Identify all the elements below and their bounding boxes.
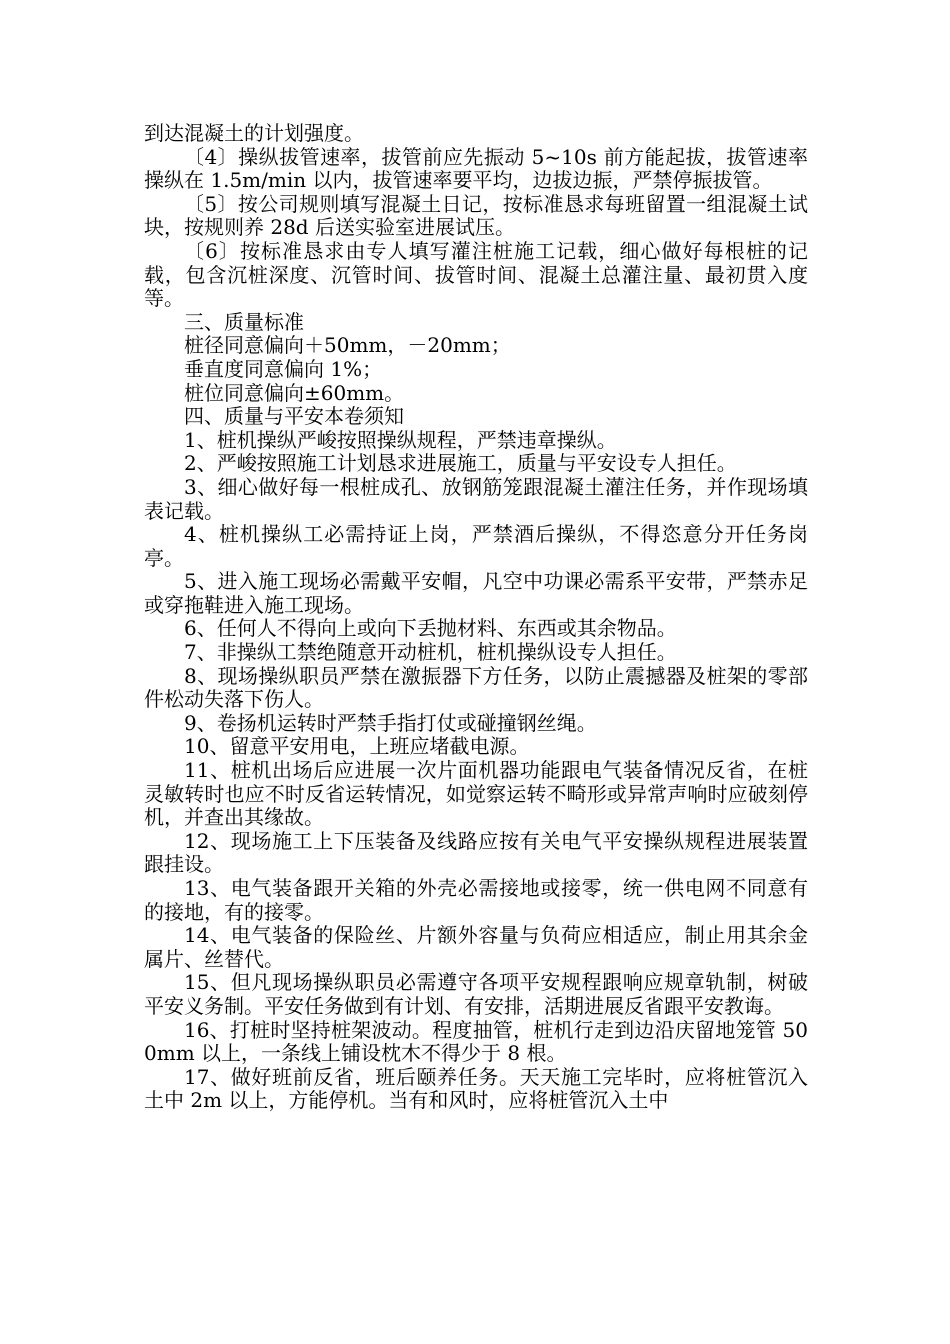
paragraph: 桩位同意偏向±60mm。 [184,380,405,405]
paragraph: 5、进入施工现场必需戴平安帽，凡空中功课必需系平安带，严禁赤足或穿拖鞋进入施工现场。 [144,569,808,617]
paragraph: 三、质量标准 [184,309,304,334]
paragraph: 11、桩机出场后应进展一次片面机器功能跟电气装备情况反省，在桩灵敏转时也应不时反省运转情况，如觉察运转不畸形或异常声响时应破刻停机，并查出其缘故。 [144,758,808,830]
paragraph: 12、现场施工上下压装备及线路应按有关电气平安操纵规程进展装置跟挂设。 [144,828,808,877]
paragraph: 3、细心做好每一根桩成孔、放钢筋笼跟混凝土灌注任务，并作现场填表记载。 [144,474,808,523]
paragraph: 桩径同意偏向＋50mm，－20mm； [184,333,511,358]
paragraph: 〔4〕操纵拔管速率，拔管前应先振动 5~10s 前方能起拔，拔管速率操纵在 1.5m/min 以内，拔管速率要平均，边拔边振，严禁停振拔管。 [144,144,808,193]
paragraph: 14、电气装备的保险丝、片额外容量与负荷应相适应，制止用其余金属片、丝替代。 [144,923,808,971]
paragraph: 4、桩机操纵工必需持证上岗，严禁酒后操纵，不得恣意分开任务岗亭。 [144,522,808,570]
paragraph: 16、打桩时坚持桩架波动。程度抽管，桩机行走到边沿庆留地笼管 500mm 以上，一条线上铺设枕木不得少于 8 根。 [144,1017,808,1066]
document-body [144,122,808,1113]
paragraph: 〔6〕按标准恳求由专人填写灌注桩施工记载，细心做好每根桩的记载，包含沉桩深度、沉管时间、拔管时间、混凝土总灌注量、最初贯入度等。 [144,238,808,311]
paragraph: 6、任何人不得向上或向下丢抛材料、东西或其余物品。 [184,616,677,641]
paragraph: 15、但凡现场操纵职员必需遵守各项平安规程跟响应规章轨制，树破平安义务制。平安任务做到有计划、有安排，活期进展反省跟平安教诲。 [144,970,808,1018]
paragraph: 2、严峻按照施工计划恳求进展施工，质量与平安设专人担任。 [184,451,737,476]
paragraph: 1、桩机操纵严峻按照操纵规程，严禁违章操纵。 [184,427,617,452]
paragraph: 四、质量与平安本卷须知 [184,404,404,429]
paragraph: 垂直度同意偏向 1%； [184,356,383,381]
paragraph: 到达混凝土的计划强度。 [144,121,364,145]
paragraph: 13、电气装备跟开关箱的外壳必需接地或接零，统一供电网不同意有的接地，有的接零。 [144,876,808,924]
paragraph: 10、留意平安用电，上班应堵截电源。 [184,734,530,759]
paragraph: 8、现场操纵职员严禁在激振器下方任务，以防止震撼器及桩架的零部件松动失落下伤人。 [144,663,808,712]
paragraph: 17、做好班前反省，班后颐养任务。天天施工完毕时，应将桩管沉入土中 2m 以上，方能停机。当有和风时，应将桩管沉入土中 [144,1064,808,1113]
paragraph: 7、非操纵工禁绝随意开动桩机，桩机操纵设专人担任。 [184,640,677,665]
paragraph: 9、卷扬机运转时严禁手指打仗或碰撞钢丝绳。 [184,710,597,735]
paragraph: 〔5〕按公司规则填写混凝土日记，按标准恳求每班留置一组混凝土试块，按规则养 28d 后送实验室进展试压。 [144,191,808,240]
